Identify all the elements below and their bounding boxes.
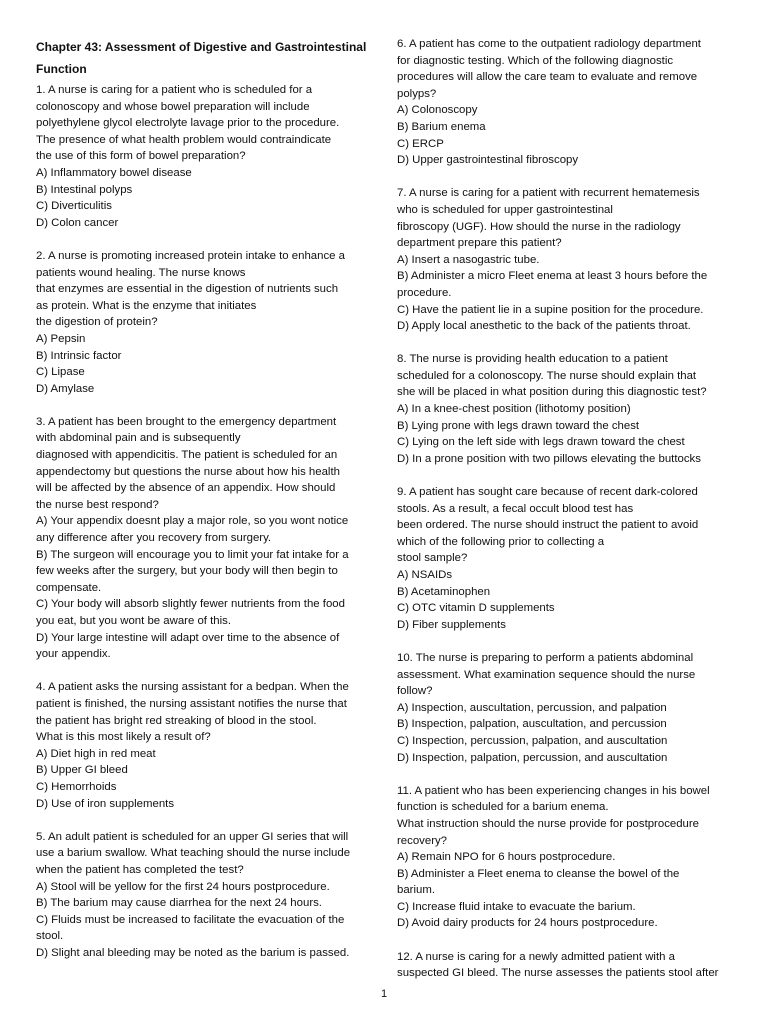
answer-option: you eat, but you wont be aware of this. bbox=[36, 615, 232, 627]
question-text-line: scheduled for a colonoscopy. The nurse should explain that bbox=[397, 369, 697, 382]
answer-option: B) Intestinal polyps bbox=[36, 183, 133, 196]
question-text-line: will be affected by the absence of an appendix. How should bbox=[36, 482, 336, 495]
answer-option: A) Insert a nasogastric tube. bbox=[397, 253, 540, 266]
question-block bbox=[397, 351, 742, 467]
question-block bbox=[397, 650, 742, 766]
answer-option: C) Increase fluid intake to evacuate the barium. bbox=[397, 900, 636, 913]
answer-option: D) Inspection, palpation, percussion, and auscultation bbox=[397, 751, 668, 764]
question-text-line: stool sample? bbox=[397, 552, 468, 565]
answer-option: A) Colonoscopy bbox=[397, 104, 478, 117]
question-text-line: suspected GI bleed. The nurse assesses the patients stool after bbox=[397, 967, 719, 980]
answer-option: C) ERCP bbox=[397, 137, 444, 150]
left-column bbox=[36, 36, 372, 978]
question-text-line: follow? bbox=[397, 685, 433, 698]
answer-option: B) Administer a micro Fleet enema at least 3 hours before the bbox=[397, 270, 708, 283]
question-text-line: function is scheduled for a barium enema. bbox=[397, 801, 609, 814]
answer-option: D) Colon cancer bbox=[36, 216, 119, 229]
question-block bbox=[397, 36, 742, 169]
question-text-line: the nurse best respond? bbox=[36, 498, 159, 511]
page-number: 1 bbox=[380, 988, 388, 1000]
answer-option: A) Remain NPO for 6 hours postprocedure. bbox=[397, 851, 616, 864]
question-text-line: with abdominal pain and is subsequently bbox=[36, 432, 241, 445]
question-text-line: stools. As a result, a fecal occult blood test has bbox=[397, 502, 634, 515]
question-text-line: been ordered. The nurse should instruct the patient to avoid bbox=[397, 519, 699, 532]
question-text-line: 2. A nurse is promoting increased protein intake to enhance a bbox=[36, 249, 346, 262]
question-block bbox=[36, 679, 372, 812]
answer-option: B) Inspection, palpation, auscultation, and percussion bbox=[397, 718, 667, 731]
question-text-line: 8. The nurse is providing health education to a patient bbox=[397, 353, 668, 366]
question-block bbox=[397, 484, 742, 633]
question-text-line: recovery? bbox=[397, 834, 448, 847]
answer-option: C) Hemorrhoids bbox=[36, 780, 117, 793]
question-text-line: the digestion of protein? bbox=[36, 316, 158, 329]
answer-option: D) Use of iron supplements bbox=[36, 797, 175, 810]
question-text-line: 12. A nurse is caring for a newly admitted patient with a bbox=[397, 950, 675, 963]
answer-option: C) Your body will absorb slightly fewer nutrients from the food bbox=[36, 598, 345, 611]
answer-option: D) Slight anal bleeding may be noted as the barium is passed. bbox=[36, 946, 350, 959]
answer-option: B) Barium enema bbox=[397, 120, 486, 133]
answer-option: A) NSAIDs bbox=[397, 569, 453, 581]
answer-option: C) OTC vitamin D supplements bbox=[397, 602, 555, 615]
question-text-line: which of the following prior to collecting a bbox=[397, 535, 605, 548]
chapter-title-line-1: Chapter 43: Assessment of Digestive and Gastrointestinal bbox=[36, 40, 367, 54]
answer-option: your appendix. bbox=[36, 648, 111, 661]
answer-option: A) In a knee-chest position (lithotomy position) bbox=[397, 403, 631, 416]
answer-option: B) The barium may cause diarrhea for the next 24 hours. bbox=[36, 897, 322, 910]
question-text-line: 11. A patient who has been experiencing changes in his bowel bbox=[397, 784, 710, 797]
question-text-line: appendectomy but questions the nurse about how his health bbox=[36, 465, 340, 478]
question-text-line: 4. A patient asks the nursing assistant for a bedpan. When the bbox=[36, 681, 349, 694]
question-text-line: she will be placed in what position during this diagnostic test? bbox=[397, 386, 707, 399]
answer-option: B) The surgeon will encourage you to limit your fat intake for a bbox=[36, 548, 349, 561]
question-block bbox=[397, 783, 742, 932]
question-text-line: 1. A nurse is caring for a patient who is scheduled for a bbox=[36, 84, 313, 96]
answer-option: stool. bbox=[36, 930, 64, 943]
question-text-line: when the patient has completed the test? bbox=[36, 863, 244, 876]
answer-option: D) Amylase bbox=[36, 382, 95, 395]
question-block bbox=[397, 949, 742, 982]
question-text-line: colonoscopy and whose bowel preparation will include bbox=[36, 100, 310, 113]
answer-option: D) Apply local anesthetic to the back of the patients throat. bbox=[397, 320, 691, 333]
question-text-line: What instruction should the nurse provide for postprocedure bbox=[397, 817, 700, 830]
answer-option: B) Administer a Fleet enema to cleanse the bowel of the bbox=[397, 867, 680, 880]
question-text-line: polyethylene glycol electrolyte lavage prior to the procedure. bbox=[36, 117, 340, 130]
answer-option: B) Acetaminophen bbox=[397, 585, 491, 598]
answer-option: C) Diverticulitis bbox=[36, 200, 112, 213]
question-text-line: 5. An adult patient is scheduled for an upper GI series that will bbox=[36, 830, 349, 843]
chapter-title-line-2: Function bbox=[36, 62, 87, 76]
question-text-line: 3. A patient has been brought to the emergency department bbox=[36, 415, 337, 428]
answer-option: D) Your large intestine will adapt over time to the absence of bbox=[36, 631, 340, 644]
answer-option: any difference after you recovery from surgery. bbox=[36, 532, 272, 545]
answer-option: few weeks after the surgery, but your body will then begin to bbox=[36, 565, 338, 578]
question-text-line: patients wound healing. The nurse knows bbox=[36, 266, 246, 279]
question-text-line: that enzymes are essential in the digestion of nutrients such bbox=[36, 283, 339, 296]
question-text-line: procedures will allow the care team to evaluate and remove bbox=[397, 71, 698, 84]
question-text-line: department prepare this patient? bbox=[397, 237, 562, 250]
answer-option: procedure. bbox=[397, 286, 452, 299]
chapter-title bbox=[36, 36, 372, 80]
answer-option: B) Upper GI bleed bbox=[36, 764, 128, 777]
question-text-line: fibroscopy (UGF). How should the nurse in the radiology bbox=[397, 220, 681, 233]
answer-option: D) In a prone position with two pillows elevating the buttocks bbox=[397, 452, 701, 465]
question-text-line: who is scheduled for upper gastrointestinal bbox=[397, 203, 613, 216]
question-text-line: patient is finished, the nursing assistant notifies the nurse that bbox=[36, 697, 347, 710]
answer-option: A) Stool will be yellow for the first 24 hours postprocedure. bbox=[36, 880, 330, 893]
answer-option: A) Your appendix doesnt play a major role, so you wont notice bbox=[36, 515, 349, 528]
question-text-line: polyps? bbox=[397, 87, 437, 100]
answer-option: A) Pepsin bbox=[36, 332, 86, 345]
question-text-line: use a barium swallow. What teaching should the nurse include bbox=[36, 847, 351, 860]
answer-option: barium. bbox=[397, 884, 435, 897]
question-block bbox=[397, 185, 742, 334]
question-text-line: 6. A patient has come to the outpatient radiology department bbox=[397, 38, 701, 50]
question-text-line: 7. A nurse is caring for a patient with recurrent hematemesis bbox=[397, 187, 700, 200]
question-text-line: as protein. What is the enzyme that initiates bbox=[36, 299, 257, 312]
question-block bbox=[36, 248, 372, 397]
answer-option: C) Fluids must be increased to facilitate the evacuation of the bbox=[36, 913, 345, 926]
question-text-line: assessment. What examination sequence should the nurse bbox=[397, 668, 696, 681]
answer-option: C) Lying on the left side with legs drawn toward the chest bbox=[397, 436, 685, 449]
question-text-line: 10. The nurse is preparing to perform a patients abdominal bbox=[397, 651, 694, 664]
question-text-line: the patient has bright red streaking of blood in the stool. bbox=[36, 714, 317, 727]
question-block bbox=[36, 414, 372, 663]
question-text-line: diagnosed with appendicitis. The patient is scheduled for an bbox=[36, 449, 338, 462]
answer-option: A) Inspection, auscultation, percussion, and palpation bbox=[397, 701, 667, 714]
question-text-line: the use of this form of bowel preparation? bbox=[36, 150, 246, 163]
answer-option: C) Have the patient lie in a supine position for the procedure. bbox=[397, 303, 704, 316]
question-text-line: The presence of what health problem would contraindicate bbox=[36, 133, 332, 146]
answer-option: D) Upper gastrointestinal fibroscopy bbox=[397, 154, 579, 167]
question-text-line: What is this most likely a result of? bbox=[36, 731, 211, 744]
right-column bbox=[397, 36, 742, 998]
question-text-line: 9. A patient has sought care because of recent dark-colored bbox=[397, 486, 698, 499]
question-block bbox=[36, 82, 372, 231]
answer-option: D) Avoid dairy products for 24 hours postprocedure. bbox=[397, 917, 658, 930]
question-block bbox=[36, 829, 372, 962]
answer-option: B) Lying prone with legs drawn toward the chest bbox=[397, 419, 640, 432]
answer-option: compensate. bbox=[36, 581, 102, 594]
question-text-line: for diagnostic testing. Which of the following diagnostic bbox=[397, 54, 674, 67]
answer-option: C) Lipase bbox=[36, 366, 85, 379]
answer-option: D) Fiber supplements bbox=[397, 618, 506, 631]
answer-option: B) Intrinsic factor bbox=[36, 349, 122, 362]
answer-option: A) Diet high in red meat bbox=[36, 747, 156, 760]
answer-option: C) Inspection, percussion, palpation, and auscultation bbox=[397, 734, 668, 747]
answer-option: A) Inflammatory bowel disease bbox=[36, 166, 192, 179]
